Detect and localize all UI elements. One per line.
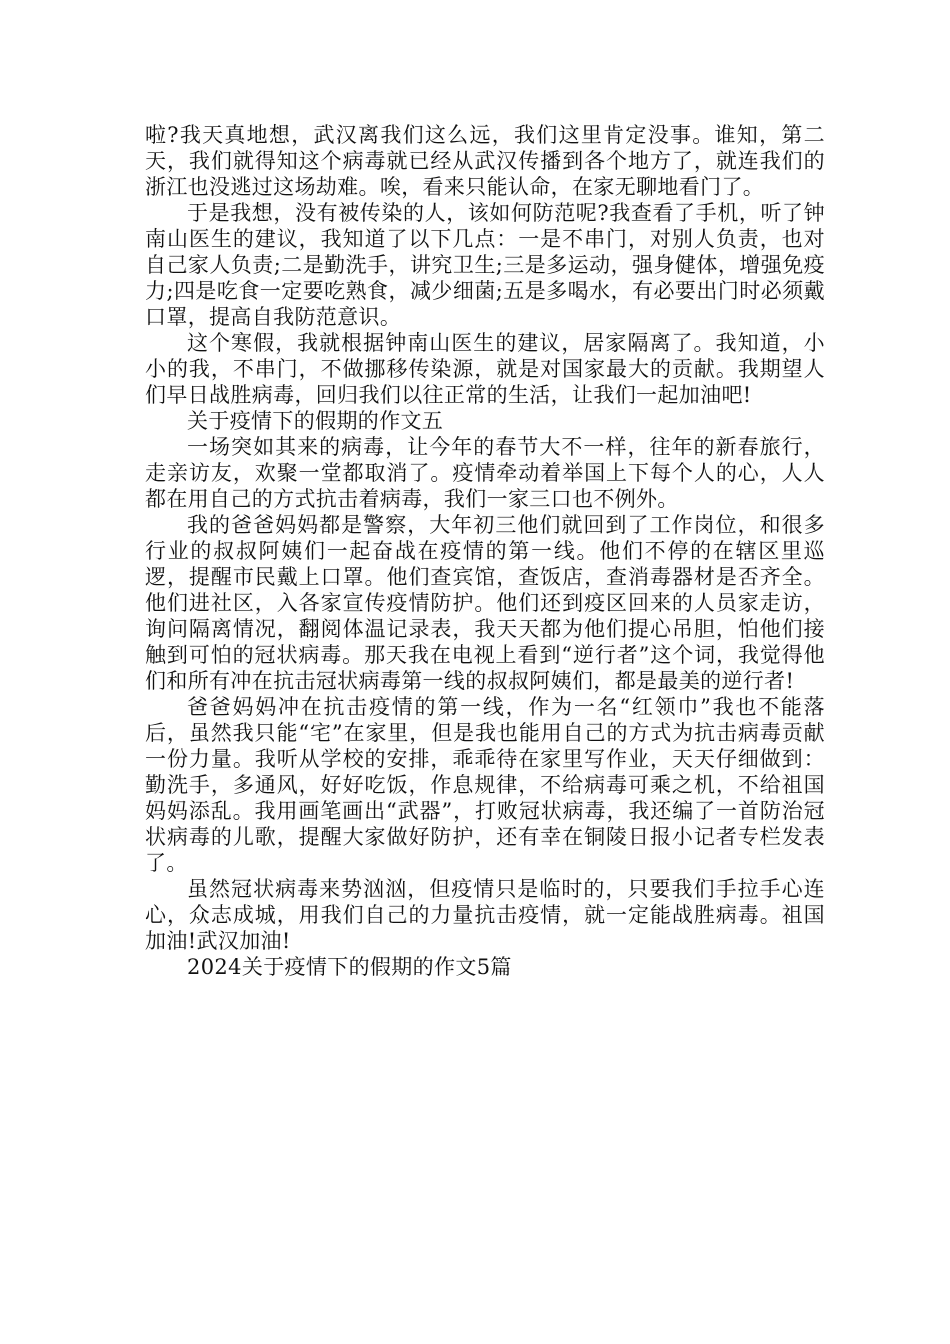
- document-footer-title: 2024关于疫情下的假期的作文5篇: [187, 955, 512, 979]
- document-body: [145, 122, 825, 980]
- paragraph: 我的爸爸妈妈都是警察，大年初三他们就回到了工作岗位，和很多行业的叔叔阿姨们一起奋战在疫情的第一线。他们不停的在辖区里巡逻，提醒市民戴上口罩。他们查宾馆，查饭店，查消毒器材是否齐全。他们进社区，入各家宣传疫情防护。他们还到疫区回来的人员家走访，询问隔离情况，翻阅体温记录表，我天天都为他们提心吊胆，怕他们接触到可怕的冠状病毒。那天我在电视上看到“逆行者”这个词，我觉得他们和所有冲在抗击冠状病毒第一线的叔叔阿姨们，都是最美的逆行者!: [145, 513, 825, 693]
- paragraph: 虽然冠状病毒来势汹汹，但疫情只是临时的，只要我们手拉手心连心，众志成城，用我们自己的力量抗击疫情，就一定能战胜病毒。祖国加油!武汉加油!: [145, 877, 825, 953]
- section-heading: 关于疫情下的假期的作文五: [187, 409, 444, 433]
- paragraph: 这个寒假，我就根据钟南山医生的建议，居家隔离了。我知道，小小的我，不串门，不做挪移传染源，就是对国家最大的贡献。我期望人们早日战胜病毒，回归我们以往正常的生活，让我们一起加油吧!: [145, 331, 825, 407]
- paragraph: 爸爸妈妈冲在抗击疫情的第一线，作为一名“红领巾”我也不能落后，虽然我只能“宅”在家里，但是我也能用自己的方式为抗击病毒贡献一份力量。我听从学校的安排，乖乖待在家里写作业，天天仔细做到：勤洗手，多通风，好好吃饭，作息规律，不给病毒可乘之机，不给祖国妈妈添乱。我用画笔画出“武器”，打败冠状病毒，我还编了一首防治冠状病毒的儿歌，提醒大家做好防护，还有幸在铜陵日报小记者专栏发表了。: [145, 695, 825, 875]
- paragraph: 一场突如其来的病毒，让今年的春节大不一样，往年的新春旅行，走亲访友，欢聚一堂都取消了。疫情牵动着举国上下每个人的心，人人都在用自己的方式抗击着病毒，我们一家三口也不例外。: [145, 435, 825, 511]
- paragraph: 于是我想，没有被传染的人，该如何防范呢?我查看了手机，听了钟南山医生的建议，我知道了以下几点：一是不串门，对别人负责，也对自己家人负责;二是勤洗手，讲究卫生;三是多运动，强身健体，增强免疫力;四是吃食一定要吃熟食，减少细菌;五是多喝水，有必要出门时必须戴口罩，提高自我防范意识。: [145, 201, 825, 329]
- paragraph: 啦?我天真地想，武汉离我们这么远，我们这里肯定没事。谁知，第二天，我们就得知这个病毒就已经从武汉传播到各个地方了，就连我们的浙江也没逃过这场劫难。唉，看来只能认命，在家无聊地看门了。: [145, 123, 825, 199]
